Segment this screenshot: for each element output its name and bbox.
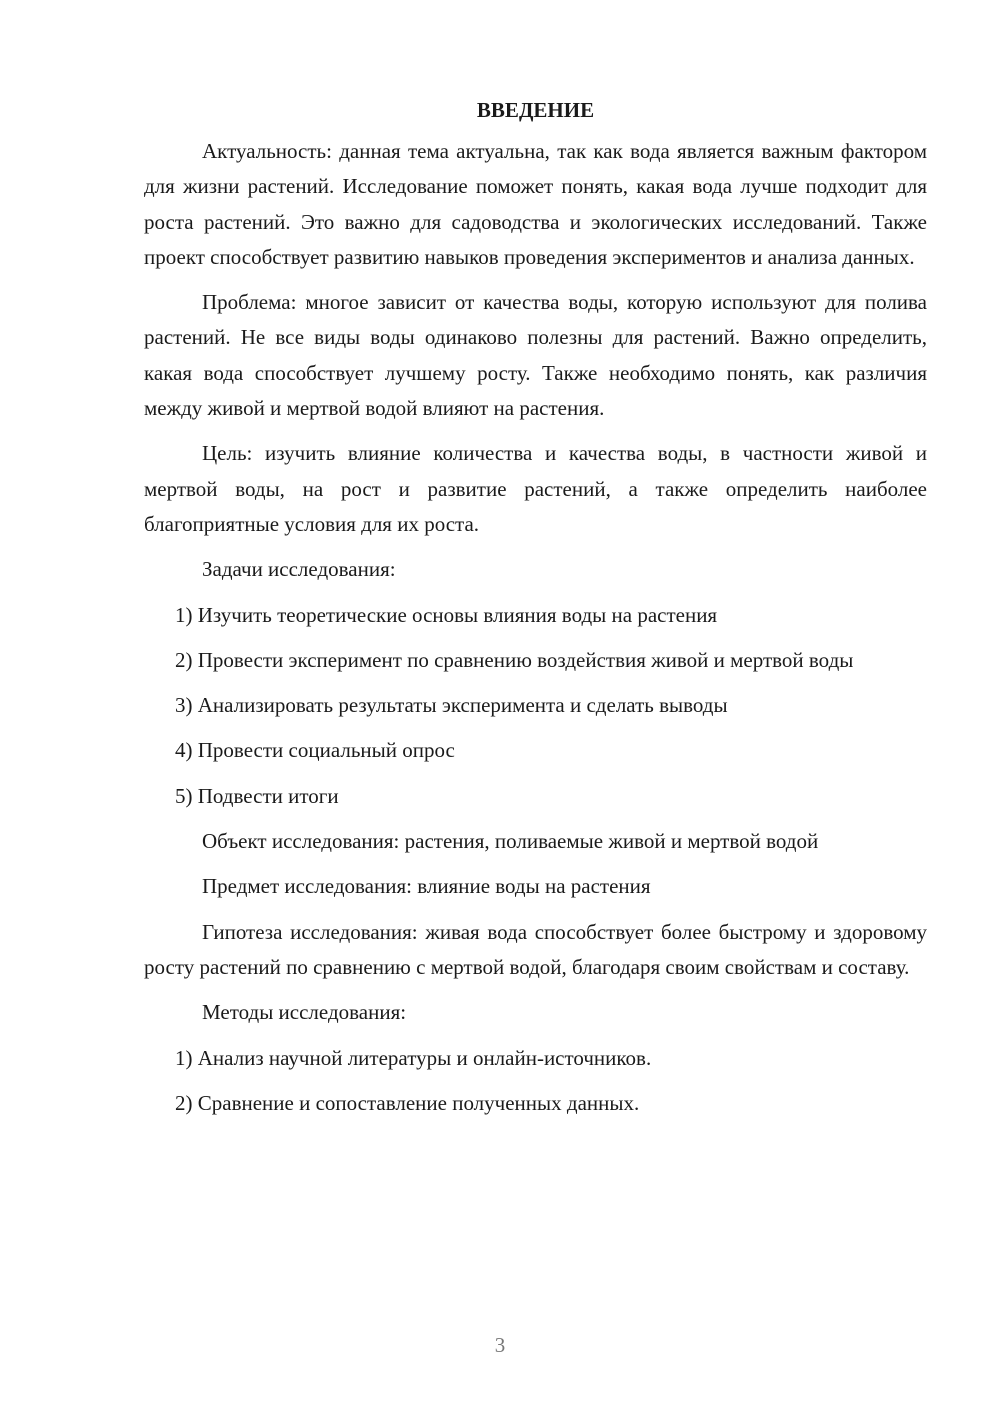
section-title: ВВЕДЕНИЕ — [476, 98, 595, 122]
task-item-1: 1) Изучить теоретические основы влияния воды на растения — [175, 602, 718, 627]
document-page — [144, 96, 927, 1131]
task-item-5: 5) Подвести итоги — [175, 783, 339, 808]
task-item-4: 4) Провести социальный опрос — [175, 738, 455, 763]
page-number: 3 — [494, 1333, 506, 1357]
relevance-paragraph: Актуальность: данная тема актуальна, так как вода является важным фактором для жизни растений. Исследование поможет понять, какая вода лучше подходит для роста растений. Это важно для садоводства и экологических исследований. Также проект способствует развитию навыков проведения экспериментов и анализа данных. — [144, 139, 927, 269]
method-item-1: 1) Анализ научной литературы и онлайн-источников. — [175, 1045, 652, 1070]
problem-paragraph: Проблема: многое зависит от качества воды, которую используют для полива растений. Не все виды воды одинаково полезны для растений. Важно определить, какая вода способствует лучшему росту. Также необходимо понять, как различия между живой и мертвой водой влияют на растения. — [144, 290, 927, 421]
hypothesis-paragraph: Гипотеза исследования: живая вода способствует более быстрому и здоровому росту растений по сравнению с мертвой водой, благодаря своим свойствам и составу. — [144, 919, 927, 979]
methods-heading: Методы исследования: — [202, 1000, 407, 1025]
object-paragraph: Объект исследования: растения, поливаемые живой и мертвой водой — [202, 829, 819, 854]
task-item-3: 3) Анализировать результаты эксперимента и сделать выводы — [175, 693, 728, 718]
method-item-2: 2) Сравнение и сопоставление полученных данных. — [175, 1090, 640, 1115]
goal-paragraph: Цель: изучить влияние количества и качества воды, в частности живой и мертвой воды, на рост и развитие растений, а также определить наиболее благоприятные условия для их роста. — [144, 441, 927, 536]
tasks-heading: Задачи исследования: — [202, 557, 396, 582]
subject-paragraph: Предмет исследования: влияние воды на растения — [202, 874, 651, 899]
task-item-2: 2) Провести эксперимент по сравнению воздействия живой и мертвой воды — [175, 647, 854, 672]
